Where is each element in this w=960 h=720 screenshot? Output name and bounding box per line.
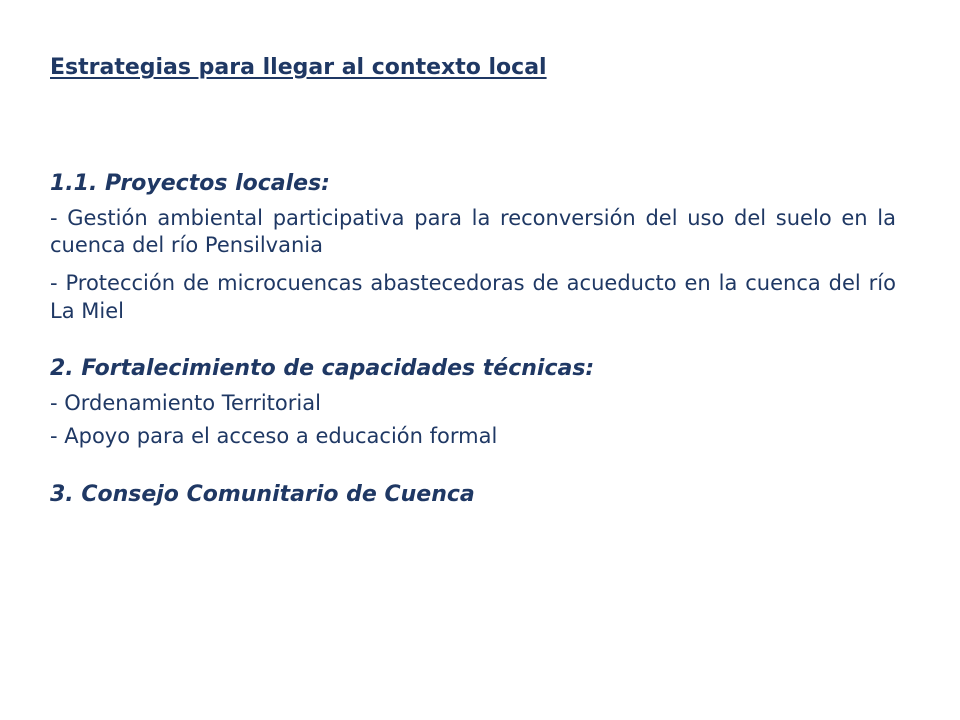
slide-title: Estrategias para llegar al contexto local xyxy=(50,55,547,80)
section-heading-consejo-comunitario: 3. Consejo Comunitario de Cuenca xyxy=(50,481,475,507)
slide-body xyxy=(50,170,896,509)
list-item: - Gestión ambiental participativa para la reconversión del uso del suelo en la cuenca del río Pensilvania xyxy=(50,205,896,258)
section-heading-fortalecimiento: 2. Fortalecimiento de capacidades técnicas: xyxy=(50,356,595,382)
list-item: - Ordenamiento Territorial xyxy=(50,391,321,416)
list-item: - Protección de microcuencas abastecedoras de acueducto en la cuenca del río La Miel xyxy=(50,271,896,323)
list-item: - Apoyo para el acceso a educación formal xyxy=(50,423,498,448)
section-heading-proyectos-locales: 1.1. Proyectos locales: xyxy=(50,171,330,196)
